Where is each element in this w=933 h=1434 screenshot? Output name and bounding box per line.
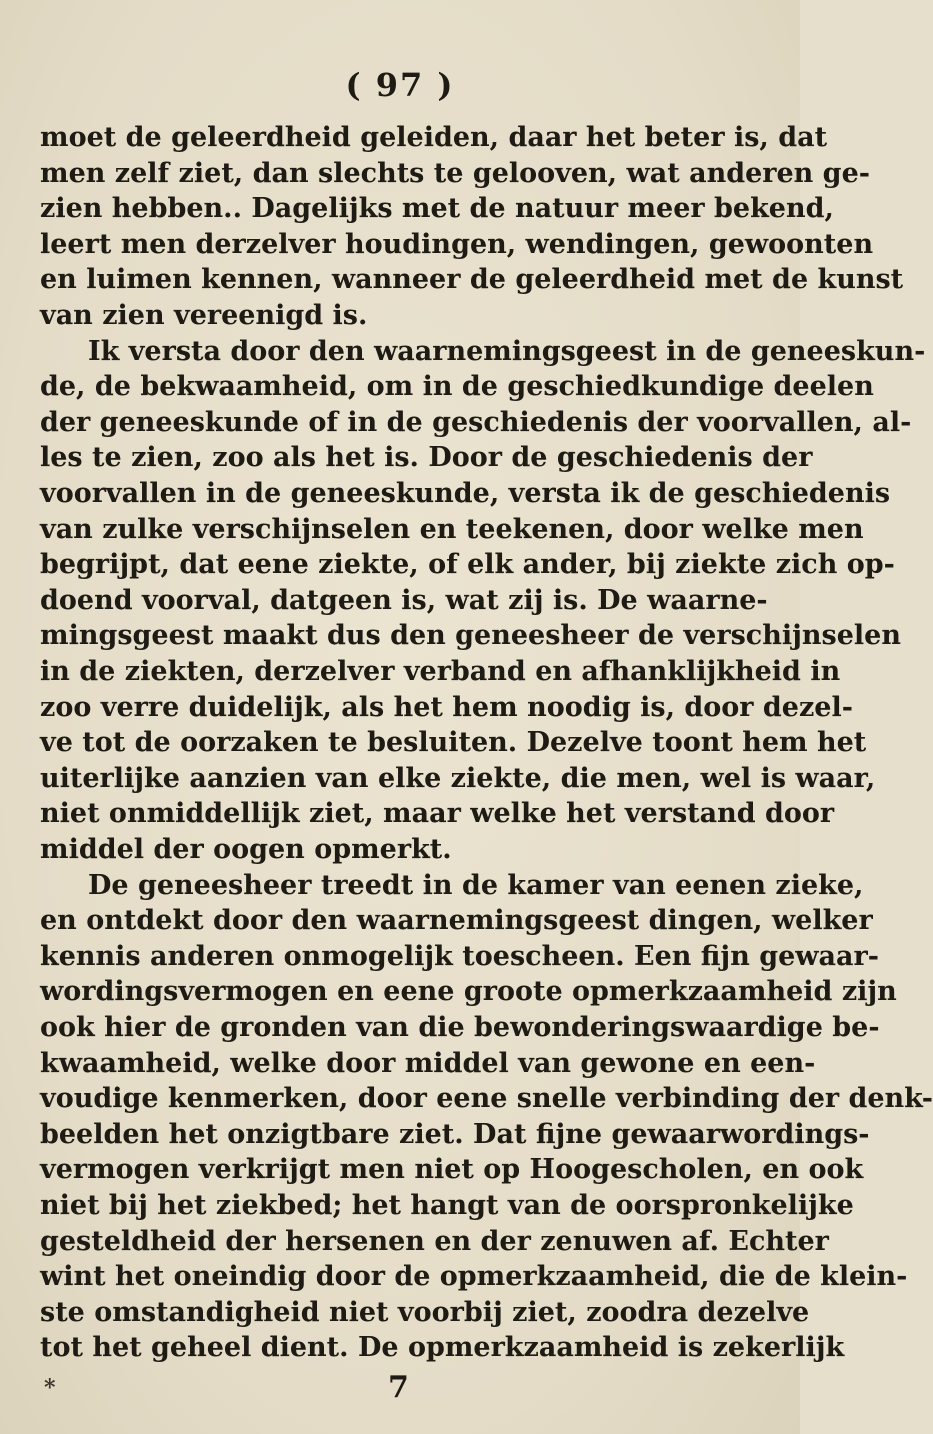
text-line: zien hebben.. Dagelijks met de natuur meer bekend, (40, 193, 834, 225)
paragraph-start-line: De geneesheer treedt in de kamer van eenen zieke, (88, 869, 864, 901)
text-line: ve tot de oorzaken te besluiten. Dezelve toont hem het (40, 727, 867, 759)
paragraph-end-line: van zien vereenigd is. (40, 300, 368, 331)
text-line: kwaamheid, welke door middel van gewone en een- (40, 1047, 816, 1079)
text-line: tot het geheel dient. De opmerkzaamheid is zekerlijk (40, 1332, 845, 1364)
text-line: ook hier de gronden van die bewonderingswaardige be- (40, 1012, 880, 1043)
text-line: vermogen verkrijgt men niet op Hoogescholen, en ook (40, 1154, 864, 1186)
text-line: moet de geleerdheid geleiden, daar het beter is, dat (40, 122, 828, 153)
text-line: les te zien, zoo als het is. Door de geschiedenis der (40, 442, 813, 474)
text-line: wordingsvermogen en eene groote opmerkzaamheid zijn (40, 976, 897, 1008)
text-line: kennis anderen onmogelijk toescheen. Een fijn gewaar- (40, 940, 879, 972)
text-line: ste omstandigheid niet voorbij ziet, zoodra dezelve (40, 1296, 810, 1328)
text-line: voorvallen in de geneeskunde, versta ik de geschiedenis (40, 478, 891, 509)
text-line: en ontdekt door den waarnemingsgeest dingen, welker (40, 905, 873, 937)
paragraph-end-line: middel der oogen opmerkt. (40, 834, 452, 865)
text-line: niet onmiddellijk ziet, maar welke het verstand door (40, 798, 835, 830)
paragraph-start-line: Ik versta door den waarnemingsgeest in de geneeskun- (88, 335, 926, 367)
text-line: uiterlijke aanzien van elke ziekte, die men, wel is waar, (40, 762, 876, 794)
text-line: zoo verre duidelijk, als het hem noodig is, door dezel- (40, 691, 853, 723)
signature-number: 7 (388, 1370, 409, 1405)
text-line: in de ziekten, derzelver verband en afhanklijkheid in (40, 656, 841, 687)
signature-line (0, 1366, 800, 1410)
text-line: beelden het onzigtbare ziet. Dat fijne gewaarwordings- (40, 1118, 870, 1150)
text-line: en luimen kennen, wanneer de geleerdheid met de kunst (40, 264, 904, 296)
text-line: men zelf ziet, dan slechts te gelooven, wat anderen ge- (40, 157, 870, 189)
text-line: niet bij het ziekbed; het hangt van de oorspronkelijke (40, 1190, 854, 1221)
text-line: mingsgeest maakt dus den geneesheer de verschijnselen (40, 620, 901, 652)
text-line: der geneeskunde of in de geschiedenis der voorvallen, al- (40, 406, 912, 438)
text-line: van zulke verschijnselen en teekenen, door welke men (40, 513, 864, 545)
page-number: ( 97 ) (345, 66, 455, 104)
signature-mark: * (44, 1375, 56, 1401)
text-line: wint het oneindig door de opmerkzaamheid, die de klein- (40, 1261, 908, 1293)
text-line: doend voorval, datgeen is, wat zij is. De waarne- (40, 584, 768, 616)
text-line: de, de bekwaamheid, om in de geschiedkundige deelen (40, 371, 874, 403)
text-line: leert men derzelver houdingen, wendingen, gewoonten (40, 228, 874, 260)
text-line: begrijpt, dat eene ziekte, of elk ander, bij ziekte zich op- (40, 549, 895, 581)
text-line: gesteldheid der hersenen en der zenuwen af. Echter (40, 1225, 829, 1257)
text-line: voudige kenmerken, door eene snelle verbinding der denk- (40, 1083, 933, 1115)
